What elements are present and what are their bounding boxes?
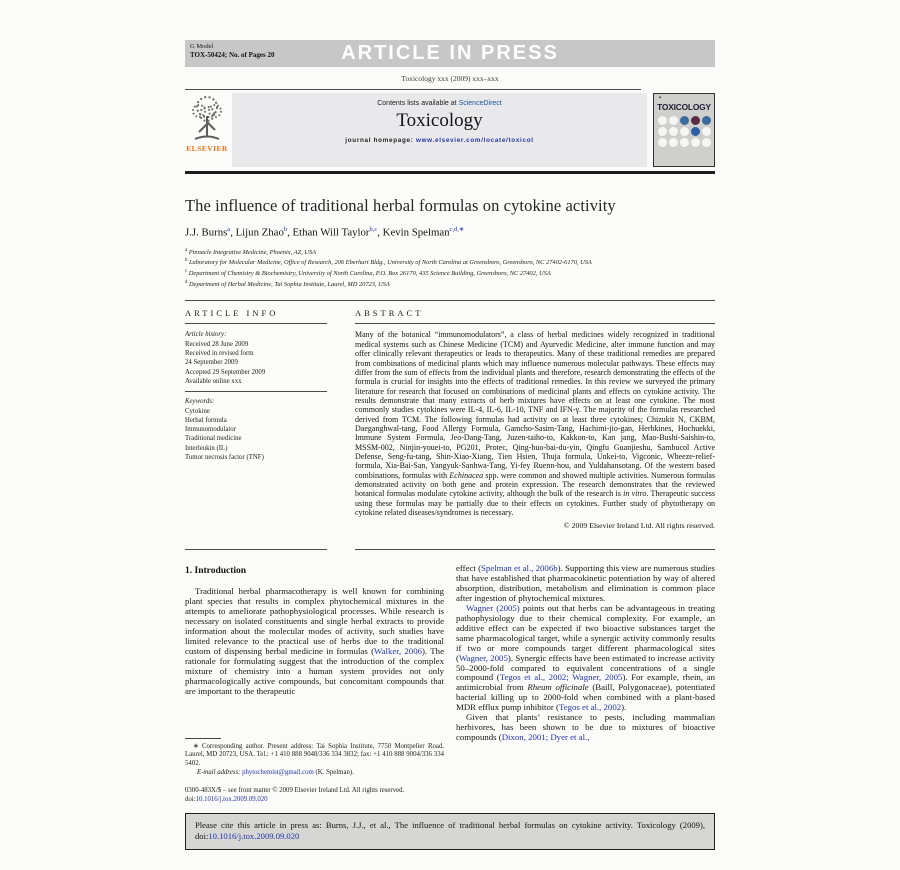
cover-dot-row <box>654 127 714 136</box>
body-text: Given that plants’ resistance to pests, including mammalian herbivores, has been shown to be due to mixtures of bioactive compounds ( <box>456 712 715 742</box>
cover-dot <box>691 116 700 125</box>
cover-dot <box>702 138 711 147</box>
footnote-star: ∗ <box>193 742 199 750</box>
abstract-segment: . Therapeutic success using these formulas may be partially due to their effects on cytokines. Further study of phytotherapy on cytokine related diseases/syndromes is necessary. <box>355 489 715 517</box>
abstract-italic-term: in vitro <box>623 489 647 499</box>
title-block <box>185 196 715 289</box>
citation-link-wagner-2005[interactable]: Wagner (2005) <box>466 603 520 614</box>
journal-reference-line: Toxicology xxx (2009) xxx–xxx <box>401 74 499 83</box>
abstract-text <box>355 330 715 517</box>
affiliation-text: Pinnacle Integrative Medicine, Phoenix, AZ, USA <box>187 248 317 256</box>
affiliation-line <box>185 279 715 290</box>
divider <box>185 323 327 324</box>
affiliation-line <box>185 257 715 268</box>
section-heading-introduction: 1. Introduction <box>185 566 247 577</box>
body-paragraph <box>456 713 715 743</box>
info-abstract-section <box>185 308 715 550</box>
author-affiliation-sup: b,c <box>369 226 378 233</box>
elsevier-tree-icon <box>185 94 229 144</box>
footnote-text: Corresponding author. Present address: Tai Sophia Institute, 7750 Montpelier Road, Laurel, MD 20723, USA. Tel.: +1 410 888 9048/336 334 3832; fax: +1 410 888 9004/336 334 5402. <box>185 742 444 768</box>
abstract-segment: spp. were common and showed multiple activities. Numerous formulas demonstrated activity on both gene and protein expression. The research demonstrates that the reviewed botanical formulas modulate cytokine activity, although the bulk of the research is <box>355 470 715 499</box>
abstract-heading: ABSTRACT <box>355 308 424 319</box>
footnote-divider <box>185 738 221 739</box>
author-affiliation-sup: c,d,∗ <box>449 226 465 233</box>
history-line: Accepted 29 September 2009 <box>185 368 266 376</box>
history-line: Available online xxx <box>185 377 242 385</box>
email-link[interactable]: phytochemist@gmail.com <box>242 769 314 777</box>
cover-dot <box>658 116 667 125</box>
cover-title: TOXICOLOGY <box>657 102 711 112</box>
body-text: ). The rationale for formulating suggest that the introduction of the complex mixture of chemistry into a human system provides not only pharmacologically active compounds, but concomitant compounds that are important to the therapeutic <box>185 645 444 696</box>
divider <box>355 323 715 324</box>
contents-line <box>232 100 647 107</box>
affiliation-line <box>185 247 715 258</box>
author-name: , Lijun Zhao <box>230 226 284 239</box>
affiliation-text: Laboratory for Molecular Medicine, Office of Research, 206 Eberhart Bldg., University of North Carolina at Greensboro, Greensboro, NC 27402-6170, USA <box>187 259 592 267</box>
intro-paragraph <box>185 587 444 696</box>
cover-dot <box>669 116 678 125</box>
body-text: ). For example, rhein, an antimicrobial from <box>456 672 715 693</box>
cover-dot-row <box>654 116 714 125</box>
body-text: Traditional herbal pharmacotherapy is well known for combining plant species that results in complex phytochemical mixtures in the attempts to ameliorate pathophysiological processes. While research is necessary on isolated constituents and single herbal extracts to provide information about the molecular modes of activity, such studies have limited relevance to the practical use of herbs due to the traditional custom of dispensing herbal medicine in formulas ( <box>185 586 444 656</box>
please-cite-box <box>185 813 715 850</box>
body-paragraph <box>456 564 715 604</box>
citation-link-walker-2006[interactable]: Walker, 2006 <box>374 645 422 656</box>
cover-dot <box>680 138 689 147</box>
banner-title: ARTICLE IN PRESS <box>341 42 559 64</box>
divider <box>185 300 715 301</box>
body-text: ). Supporting this view are numerous studies that have established that pharmacokinetic potentiation by way of altered absorption, distribution, metabolism and elimination is common place after ingestion of phytochemical mixtures. <box>456 564 715 604</box>
homepage-line <box>232 137 647 144</box>
citation-link-dixon-dyer[interactable]: Dixon, 2001; Dyer et al., <box>501 731 590 742</box>
history-label: Article history: <box>185 331 227 339</box>
cite-box-doi-link[interactable]: 10.1016/j.tox.2009.09.020 <box>208 830 300 841</box>
journal-cover-thumbnail[interactable] <box>653 93 715 167</box>
contents-prefix: Contents lists available at <box>377 100 459 107</box>
cover-dot-row <box>654 138 714 147</box>
author-affiliation-sup: a <box>227 226 231 233</box>
cover-dot <box>669 127 678 136</box>
article-page <box>185 40 715 850</box>
citation-link-tegos-wagner[interactable]: Tegos et al., 2002; Wagner, 2005 <box>499 672 623 683</box>
affiliation-text: Department of Chemistry & Biochemistry, University of North Carolina, P.O. Box 26170, 435 Science Building, Greensboro, NC 27402, USA <box>187 270 551 278</box>
cover-dot-grid <box>654 116 714 147</box>
article-info-column <box>185 308 327 550</box>
article-in-press-banner <box>185 40 715 67</box>
author-affiliation-sup: b <box>283 226 288 233</box>
citation-link-wagner-2005[interactable]: Wagner, 2005 <box>458 652 508 663</box>
cover-dot <box>691 138 700 147</box>
corresponding-author-note <box>185 743 444 769</box>
abstract-segment: Many of the botanical “immunomodulators”, a class of herbal medicines widely recognized in traditional medical systems such as Chinese Medicine (TCM) and Ayurvedic Medicine, alter immune function and may offer clinically relevant therapeutics or leads to therapeutics. Many of these traditional remedies are prepared from combinations of medicinal plants which may influence numerous molecular pathways. These effects may differ from the sum of effects from the individual plants and therefore, research demonstrating the effects of the formula is crucial for insights into the effects of traditional remedies. In this review we surveyed the primary literature for research that focused on combinations of medicinal plants and effects on cytokine activity. The results demonstrate that many extracts of herb mixtures have effects on at least one cytokine. The most commonly studies cytokines were IL-4, IL-6, IL-10, TNF and IFN-γ. The majority of the formulas researched derived from TCM. The following formulas had activity on at least three cytokines; Chizukit N, CKBM, Daeganghwal-tang, Food Allergy Formula, Gamcho-Sasim-Tang, Hachimi-jio-gan, Herbkines, Hochuekki, Immune System Formula, Jeo-Dang-Tang, Juzen-taiho-to, Kakkon-to, Kan jang, Mao-Bushi-Saishin-to, MSSM-002, Ninjin-youei-to, PG201, Protec, Qing-huo-bai-du-yin, Qingfu Guanjieshu, Sambucol Active Defense, Seng-fu-tang, Shin-Xiao-Xiang, Tien Hsien, Thuja formula, Unkei-to, Vigconic, Wheeze-relief-formula, Xia-Bai-San, Yangyuk-Sanhwa-Tang, Yi-fey Ruenn-hou, and Yuldahansotang. Of the western based combinations, formulas with <box>355 330 715 480</box>
doi-label: doi: <box>185 795 196 803</box>
doi-link[interactable]: 10.1016/j.tox.2009.09.020 <box>195 795 268 803</box>
email-suffix: (K. Spelman). <box>313 769 354 777</box>
affiliation-sup: c <box>185 269 188 275</box>
keyword: Immunomodulator <box>185 426 236 434</box>
body-text: points out that herbs can be advantageous in treating pathophysiology due to their chemical complexity. For example, an additive effect can be expected if two bioactive substances target the same pharmacological target, while a synergic activity commonly results if two or more compounds target different pharmacological sites ( <box>456 603 715 663</box>
keyword: Tumor necrosis factor (TNF) <box>185 454 264 462</box>
email-label: E-mail address: <box>197 769 243 777</box>
body-paragraph <box>456 604 715 713</box>
keyword: Herbal formula <box>185 416 227 424</box>
cover-dot <box>691 127 700 136</box>
abstract-italic-term: Echinacea <box>449 470 484 480</box>
affiliation-sup: a <box>185 247 188 253</box>
cover-dot <box>669 138 678 147</box>
article-title: The influence of traditional herbal formulas on cytokine activity <box>185 196 616 215</box>
g-model-label: G Model <box>190 43 214 50</box>
cover-dot <box>680 116 689 125</box>
article-body <box>185 564 715 804</box>
masthead-center-panel <box>232 93 647 167</box>
author-name: J.J. Burns <box>185 226 228 239</box>
journal-homepage-link[interactable]: www.elsevier.com/locate/toxicol <box>415 137 534 144</box>
footnote-block <box>185 738 444 805</box>
author-name: , Kevin Spelman <box>377 226 450 239</box>
journal-title: Toxicology <box>396 110 483 131</box>
journal-masthead <box>185 93 715 167</box>
sciencedirect-link[interactable]: ScienceDirect <box>458 100 502 107</box>
affiliation-sup: b <box>185 258 188 264</box>
cover-dot <box>658 138 667 147</box>
species-name: Rheum officinale <box>527 682 589 693</box>
body-left-column <box>185 564 444 804</box>
cover-dot <box>702 127 711 136</box>
citation-link-tegos-2002[interactable]: Tegos et al., 2002 <box>558 702 622 713</box>
body-text: ). <box>621 702 627 713</box>
history-line: Received 28 June 2009 <box>185 340 249 348</box>
cover-dot <box>702 116 711 125</box>
abstract-column <box>355 308 715 550</box>
affiliation-line <box>185 268 715 279</box>
column-gap <box>444 564 456 804</box>
keyword: Interleukin (IL) <box>185 444 228 452</box>
body-text: (Baill, Polygonaceae), potentiated bacterial killing up to 2000-fold when combined with a plant-based MDR efflux pump inhibitor ( <box>456 682 715 713</box>
body-text: ). Synergic effects have been estimated to increase activity 50–2000-fold compared to equivalent concentrations of a single compound ( <box>456 652 715 683</box>
affiliation-sup: d <box>185 279 188 285</box>
copyright-line: © 2009 Elsevier Ireland Ltd. All rights reserved. <box>563 521 715 531</box>
elsevier-wordmark: ELSEVIER <box>186 144 228 153</box>
citation-link-spelman-2006b[interactable]: Spelman et al., 2006b <box>481 564 558 574</box>
cite-box-text: Please cite this article in press as: Burns, J.J., et al., The influence of traditional herbal formulas on cytokine activity. Toxicology (2009), doi: <box>195 820 705 841</box>
divider <box>185 391 327 392</box>
divider-thick <box>185 171 715 174</box>
doi-line <box>185 796 444 805</box>
homepage-prefix: journal homepage: <box>345 137 416 144</box>
cover-dot <box>658 127 667 136</box>
elsevier-logo[interactable] <box>185 94 229 153</box>
history-line: 24 September 2009 <box>185 359 238 367</box>
email-line <box>185 769 444 778</box>
keyword: Cytokine <box>185 407 210 415</box>
divider <box>185 89 641 90</box>
keyword: Traditional medicine <box>185 435 242 443</box>
history-line: Received in revised form <box>185 350 254 358</box>
author-line <box>185 225 715 239</box>
column-gap <box>327 308 355 550</box>
cover-dot <box>680 127 689 136</box>
manuscript-number: TOX-50424; No. of Pages 20 <box>190 51 275 59</box>
issn-copyright-line: 0300-483X/$ – see front matter © 2009 Elsevier Ireland Ltd. All rights reserved. <box>185 786 405 794</box>
body-right-column <box>456 564 715 804</box>
author-name: , Ethan Will Taylor <box>287 226 370 239</box>
keywords-label: Keywords: <box>185 398 215 406</box>
body-text: effect ( <box>456 564 482 574</box>
cover-publisher-mark-icon: ✦ <box>658 96 663 101</box>
affiliation-text: Department of Herbal Medicine, Tai Sophia Institute, Laurel, MD 20723, USA <box>187 280 390 288</box>
article-info-heading: ARTICLE INFO <box>185 308 279 319</box>
affiliations <box>185 247 715 290</box>
